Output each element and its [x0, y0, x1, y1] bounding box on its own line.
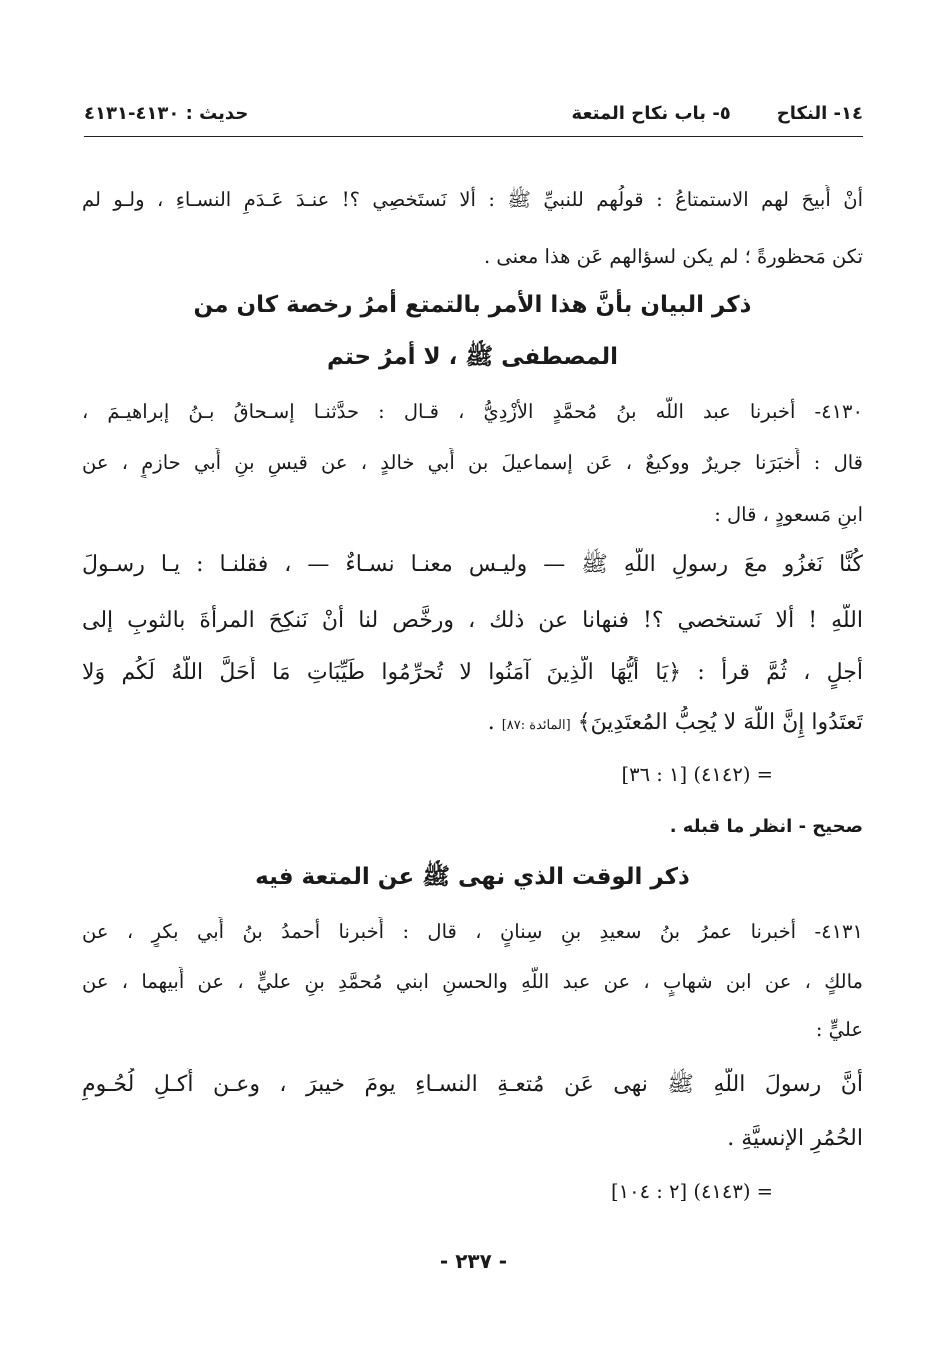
hadith-4130-matn: اللّهِ ! ألا نَستخصي ؟! فنهانا عن ذلك ، ورخَّص لنا أنْ نَنكِحَ المرأةَ بالثوبِ إلى — [82, 608, 863, 633]
header-titles — [572, 103, 863, 124]
hadith-range: حديث : ٤١٣٠-٤١٣١ — [84, 102, 249, 124]
section-heading: المصطفى ﷺ ، لا أمرُ حتم — [327, 344, 618, 370]
running-header — [84, 96, 863, 130]
header-divider — [84, 136, 863, 137]
section-heading: ذكر البيان بأنَّ هذا الأمر بالتمتع أمرُ رخصة كان من — [193, 292, 752, 318]
page-number: - ٢٣٧ - — [439, 1249, 508, 1273]
hadith-4131-isnad: مالكٍ ، عن ابن شهابٍ ، عن عبد اللّهِ والحسنِ ابني مُحمَّدِ بنِ عليٍّ ، عن أَبيهما ، عن — [82, 970, 863, 993]
hadith-4130-matn: كُنَّا نَغزُو معَ رسولِ اللّهِ ﷺ — وليـس معنـا نسـاءٌ — ، فقلنـا : يـا رسـولَ — [82, 552, 863, 577]
intro-line: تكن مَحظورةً ؛ لم يكن لسؤالهم عَن هذا معنى . — [483, 245, 863, 268]
hadith-4131-matn: أنَّ رسولَ اللّهِ ﷺ نهى عَن مُتعـةِ النسـاءِ يومَ خيبرَ ، وعـن أَكـلِ لُحُـومِ — [82, 1072, 863, 1097]
hadith-4130-grade: صحيح - انظر ما قبله . — [669, 816, 863, 837]
chapter-title: ١٤- النكاح — [776, 102, 863, 124]
intro-line: أنْ أُبيحَ لهم الاستمتاعُ : قولُهم للنبيِّ ﷺ : ألا نَستَخصِي ؟! عنـدَ عَـدَمِ النسـاءِ ، ولـو لم — [82, 188, 863, 211]
hadith-4130-cross-reference: = (٤١٤٢) [١ : ٣٦] — [621, 763, 773, 786]
quran-reference: [المائدة :٨٧] — [501, 718, 571, 733]
hadith-4130-matn: أجلٍ ، ثُمَّ قرأ : ﴿يَا أَيُّهَا الَّذِينَ آمَنُوا لا تُحرِّمُوا طَيِّبَاتِ مَا أَحَلَّ اللَّهُ لَكُم وَلا — [82, 660, 863, 685]
sentence-end: . — [487, 710, 495, 735]
hadith-4130-matn — [82, 706, 863, 743]
hadith-4130-isnad: ٤١٣٠- أخبرنا عبد اللّه بنُ مُحمَّدٍ الأزْدِيُّ ، قـال : حدَّثنـا إسـحاقُ بـنُ إبراهيـمَ ، — [82, 400, 863, 423]
hadith-4130-isnad: ابنِ مَسعودٍ ، قال : — [714, 503, 863, 526]
hadith-4131-matn: الحُمُرِ الإنسيَّةِ . — [727, 1126, 863, 1151]
hadith-4131-isnad: ٤١٣١- أخبرنا عمرُ بنُ سعيدِ بنِ سِنانٍ ، قال : أَخبرنا أحمدُ بنُ أَبي بكرٍ ، عن — [82, 920, 863, 943]
hadith-4131-isnad: عليٍّ : — [815, 1018, 863, 1041]
section-heading: ذكر الوقت الذي نهى ﷺ عن المتعة فيه — [255, 864, 690, 890]
hadith-4130-isnad: قال : أَخبَرَنا جريرٌ ووكيعٌ ، عَن إسماعيلَ بن أَبي خالدٍ ، عن قيسِ بنِ أَبي حازمٍ ، عن — [82, 451, 863, 474]
quran-verse: تَعتَدُوا إِنَّ اللَّهَ لا يُحِبُّ المُعتَدِينَ﴾ — [577, 710, 863, 735]
hadith-4131-cross-reference: = (٤١٤٣) [٢ : ١٠٤] — [611, 1180, 773, 1203]
section-title: ٥- باب نكاح المتعة — [571, 102, 731, 124]
